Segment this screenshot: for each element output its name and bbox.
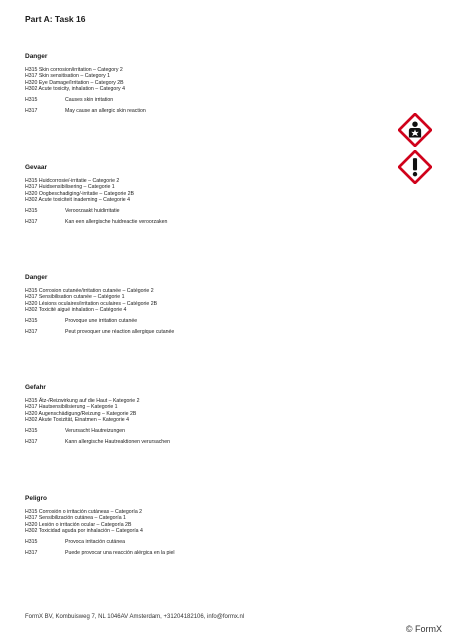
hazard-statement [25, 208, 355, 219]
hazard-statement [25, 318, 355, 329]
hazard-section-es [25, 494, 355, 560]
signal-word: Danger [25, 53, 48, 60]
hazard-class-line: H315 Ätz-/Reizwirkung auf die Haut – Kategorie 2 [25, 398, 140, 404]
signal-word: Gefahr [25, 384, 46, 391]
hazard-statement [25, 439, 355, 450]
statement-text: May cause an allergic skin reaction [65, 107, 146, 114]
hazard-section-fr [25, 273, 355, 339]
ghs-pictograms [398, 113, 432, 187]
hazard-class-line: H317 Huidsensibilisering – Categorie 1 [25, 184, 115, 191]
hazard-class-line: H315 Corrosion cutanée/irritation cutanée – Catégorie 2 [25, 288, 154, 294]
hazard-class-line: H317 Sensibilización cutánea – Categoría 1 [25, 515, 126, 522]
signal-word: Peligro [25, 495, 48, 502]
hazard-statement [25, 97, 355, 108]
hazard-classes [25, 178, 355, 203]
hazard-class-line: H302 Acute toxiciteit inademing – Categorie 4 [25, 196, 130, 203]
hazard-statement [25, 539, 355, 550]
hazard-classes [25, 398, 355, 423]
hazard-statement [25, 219, 355, 230]
hazard-class-line: H302 Acute toxicity, inhalation – Category 4 [25, 85, 125, 92]
hazard-class-line: H302 Akute Toxizität, Einatmen – Kategorie 4 [25, 416, 130, 423]
statement-code: H317 [25, 328, 38, 335]
statement-text: Kan een allergische huidreactie veroorzaken [65, 218, 168, 225]
page-title: Part A: Task 16 [25, 14, 86, 24]
hazard-statement [25, 108, 355, 119]
hazard-class-line: H320 Eye Damage/Irritation – Category 2B [25, 79, 124, 86]
statement-code: H315 [25, 539, 38, 546]
hazard-classes [25, 288, 355, 313]
hazard-statement [25, 428, 355, 439]
hazard-class-line: H315 Skin corrosion/irritation – Category 2 [25, 67, 123, 73]
hazard-section-de [25, 383, 355, 449]
hazard-section-nl [25, 163, 355, 229]
footer-contact: FormX BV, Kombuisweg 7, NL 1046AV Amsterdam, +31204182106, info@formx.nl [25, 614, 245, 620]
statement-code: H315 [25, 97, 38, 104]
statement-text: Peut provoquer une réaction allergique cutanée [65, 328, 175, 335]
statement-code: H317 [25, 549, 38, 556]
hazard-class-line: H320 Augenschädigung/Reizung – Kategorie 2B [25, 410, 137, 417]
statement-text: Puede provocar una reacción alérgica en la piel [65, 549, 175, 556]
signal-word: Danger [25, 274, 48, 281]
copyright: © FormX [405, 624, 442, 634]
hazard-class-line: H317 Skin sensitisation – Category 1 [25, 73, 111, 80]
statement-code: H317 [25, 218, 38, 225]
statement-text: Provoca irritación cutánea [65, 539, 125, 546]
ghs08-health-hazard-icon [398, 113, 432, 147]
hazard-class-line: H302 Toxicidad aguda por inhalación – Categoría 4 [25, 527, 143, 534]
hazard-statement [25, 329, 355, 340]
hazard-class-line: H315 Corrosión o irritación cutáneas – Categoría 2 [25, 509, 143, 515]
statement-code: H315 [25, 208, 38, 215]
hazard-class-line: H317 Hautsensibilisierung – Kategorie 1 [25, 404, 118, 411]
hazard-class-line: H317 Sensibilisation cutanée – Catégorie 1 [25, 294, 125, 301]
statement-text: Provoque une irritation cutanée [65, 318, 138, 325]
hazard-class-line: H320 Oogbeschadiging/-irritatie – Categorie 2B [25, 190, 135, 197]
hazard-section-en [25, 52, 355, 118]
statement-code: H317 [25, 438, 38, 445]
hazard-class-line: H302 Toxicité aiguë inhalation – Catégorie 4 [25, 306, 127, 313]
statement-text: Kann allergische Hautreaktionen verursachen [65, 438, 170, 445]
hazard-classes [25, 67, 355, 92]
statement-code: H315 [25, 428, 38, 435]
hazard-classes [25, 509, 355, 534]
statement-text: Veroorzaakt huidirritatie [65, 208, 120, 215]
statement-code: H317 [25, 107, 38, 114]
ghs07-exclamation-mark-icon [398, 150, 432, 184]
statement-text: Verursacht Hautreizungen [65, 428, 125, 435]
signal-word: Gevaar [25, 164, 48, 171]
statement-text: Causes skin irritation [65, 97, 114, 104]
hazard-class-line: H315 Huidcorrosie/-irritatie – Categorie 2 [25, 178, 120, 184]
hazard-class-line: H320 Lésions oculaires/irritation oculaires – Catégorie 2B [25, 300, 158, 307]
statement-code: H315 [25, 318, 38, 325]
hazard-class-line: H320 Lesión o irritación ocular – Categoría 2B [25, 521, 132, 528]
hazard-statement [25, 550, 355, 561]
